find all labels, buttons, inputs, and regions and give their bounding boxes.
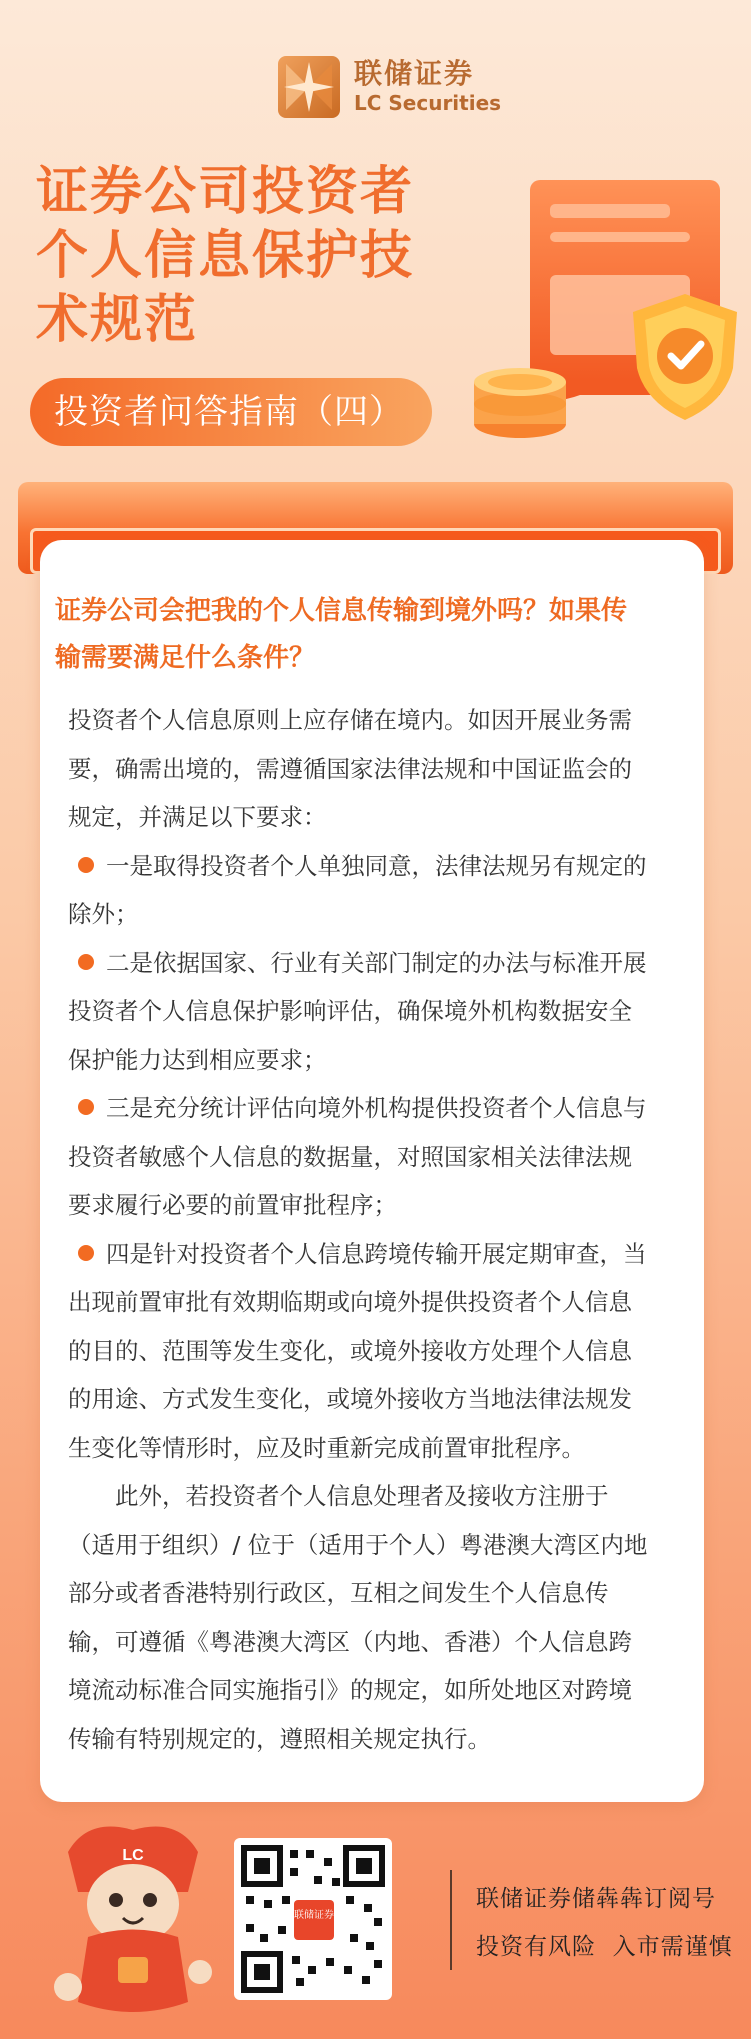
extra-line: 此外，若投资者个人信息处理者及接收方注册于 [115, 1482, 609, 1510]
bullet-line: 出现前置审批有效期临期或向境外提供投资者个人信息 [68, 1288, 632, 1316]
extra-line: 传输有特别规定的，遵照相关规定执行。 [68, 1724, 491, 1753]
brand-name-en: LC Securities [354, 91, 502, 115]
bullet-dot-icon [78, 857, 94, 873]
extra-line: （适用于组织）/ 位于（适用于个人）粤港澳大湾区内地 [68, 1530, 648, 1559]
bullet-line: 一是取得投资者个人单独同意，法律法规另有规定的 [106, 851, 647, 880]
logo-mark-icon [278, 56, 340, 118]
bullet-line: 要求履行必要的前置审批程序； [68, 1191, 397, 1219]
bullet-dot-icon [78, 1099, 94, 1115]
extra-line: 输，可遵循《粤港澳大湾区（内地、香港）个人信息跨 [68, 1627, 632, 1656]
bullet-line: 二是依据国家、行业有关部门制定的办法与标准开展 [106, 948, 647, 977]
coins-icon [470, 342, 570, 442]
bullet-item-2 [68, 939, 696, 1085]
title-line: 个人信息保护技 [36, 226, 415, 286]
intro-line: 投资者个人信息原则上应存储在境内。如因开展业务需 [68, 706, 632, 734]
intro-line: 规定，并满足以下要求： [68, 803, 327, 831]
question-line: 证券公司会把我的个人信息传输到境外吗？如果传 [55, 596, 628, 626]
extra-line: 部分或者香港特别行政区，互相之间发生个人信息传 [68, 1579, 609, 1607]
extra-line: 境流动标准合同实施指引》的规定，如所处地区对跨境 [68, 1676, 632, 1704]
qr-code[interactable] [234, 1838, 392, 2000]
bullet-line: 三是充分统计评估向境外机构提供投资者个人信息与 [106, 1094, 647, 1122]
subscription-name: 联储证券储犇犇订阅号 [476, 1886, 716, 1912]
mascot-image [48, 1822, 218, 2022]
footer-divider [450, 1870, 452, 1970]
subtitle-pill: 投资者问答指南（四） [30, 378, 432, 446]
page-title [36, 160, 456, 352]
risk-warning: 投资有风险 入市需谨慎 [476, 1934, 733, 1960]
intro-line: 要，确需出境的，需遵循国家法律法规和中国证监会的 [68, 754, 632, 783]
bullet-line: 投资者个人信息保护影响评估，确保境外机构数据安全 [68, 997, 632, 1025]
bullet-line: 生变化等情形时，应及时重新完成前置审批程序。 [68, 1433, 585, 1462]
title-line: 术规范 [36, 290, 199, 350]
question-line: 输需要满足什么条件？ [55, 643, 316, 673]
title-line: 证券公司投资者 [36, 162, 415, 222]
bullet-dot-icon [78, 1245, 94, 1261]
bullet-line: 的目的、范围等发生变化，或境外接收方处理个人信息 [68, 1336, 632, 1365]
shield-check-icon [625, 290, 745, 425]
bullet-dot-icon [78, 954, 94, 970]
bullet-line: 投资者敏感个人信息的数据量，对照国家相关法律法规 [68, 1142, 632, 1171]
bullet-line: 保护能力达到相应要求； [68, 1045, 327, 1074]
bullet-line: 四是针对投资者个人信息跨境传输开展定期审查，当 [106, 1239, 647, 1268]
answer-body [68, 696, 696, 1763]
qr-badge-text: 联储证券 [294, 1910, 334, 1921]
brand-name-cn: 联储证券 [354, 57, 475, 90]
extra-paragraph [68, 1472, 696, 1763]
brand-logo [278, 52, 501, 122]
bullet-item-3 [68, 1084, 696, 1230]
mascot-cap-text: LC [122, 1847, 144, 1864]
question-heading [55, 588, 695, 682]
bullet-line: 除外； [68, 900, 139, 928]
bullet-item-1 [68, 842, 696, 939]
bullet-line: 的用途、方式发生变化，或境外接收方当地法律法规发 [68, 1385, 632, 1413]
bullet-item-4 [68, 1230, 696, 1473]
qr-code-icon [234, 1838, 392, 2000]
